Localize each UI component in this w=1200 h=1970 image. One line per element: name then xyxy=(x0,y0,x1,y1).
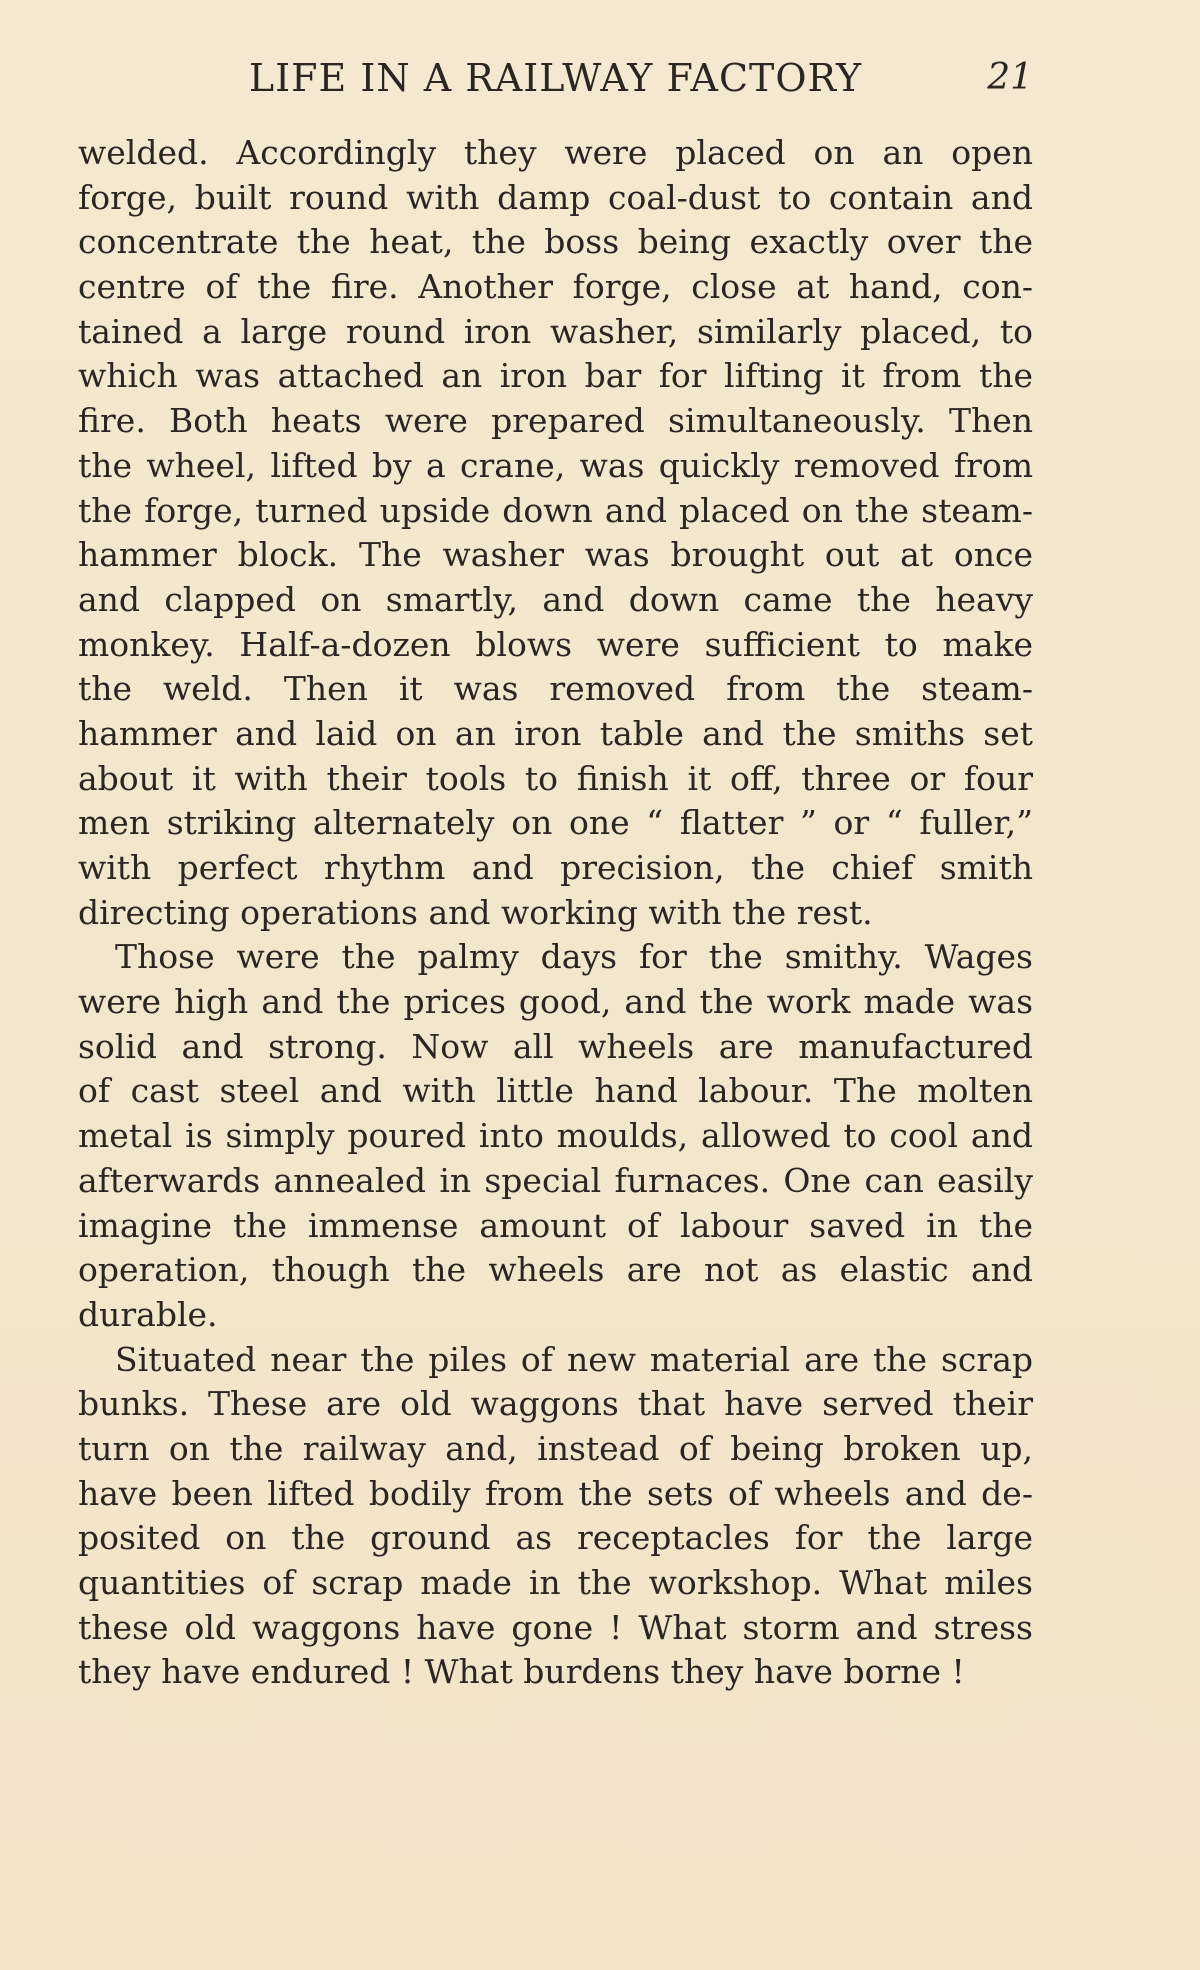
text-line: Those were the palmy days for the smithy. Wages xyxy=(115,937,1033,977)
text-line: metal is simply poured into moulds, allowed to cool and xyxy=(78,1116,1033,1156)
paragraph xyxy=(78,131,1033,935)
text-line: hammer and laid on an iron table and the smiths set xyxy=(78,713,1033,753)
text-line: operation, though the wheels are not as elastic and xyxy=(78,1250,1033,1290)
text-line: hammer block. The washer was brought out at once xyxy=(78,535,1033,575)
text-line: Situated near the piles of new material are the scrap xyxy=(115,1339,1033,1379)
text-line: quantities of scrap made in the workshop. What miles xyxy=(78,1563,1033,1602)
text-line: posited on the ground as receptacles for the large xyxy=(78,1518,1033,1558)
text-line: which was attached an iron bar for lifting it from the xyxy=(78,356,1033,396)
text-line: have been lifted bodily from the sets of wheels and de- xyxy=(78,1473,1033,1513)
text-line: turn on the railway and, instead of being broken up, xyxy=(78,1428,1033,1468)
text-line: about it with their tools to finish it off, three or four xyxy=(78,758,1033,798)
text-line: solid and strong. Now all wheels are manufactured xyxy=(78,1026,1033,1066)
paragraph xyxy=(78,935,1033,1337)
paragraph xyxy=(78,1338,1033,1696)
body-text xyxy=(78,131,1033,1695)
text-line: and clapped on smartly, and down came the heavy xyxy=(78,579,1033,619)
text-line: afterwards annealed in special furnaces. One can easily xyxy=(78,1160,1033,1200)
text-line: concentrate the heat, the boss being exactly over the xyxy=(78,222,1033,262)
text-line: with perfect rhythm and precision, the chief smith xyxy=(78,848,1033,887)
running-title: LIFE IN A RAILWAY FACTORY xyxy=(248,56,863,100)
text-line: these old waggons have gone ! What storm and stress xyxy=(78,1607,1033,1647)
text-line: they have endured ! What burdens they have borne ! xyxy=(78,1652,965,1692)
page-number: 21 xyxy=(987,57,1033,98)
text-line: the forge, turned upside down and placed on the steam- xyxy=(78,490,1033,530)
text-line: fire. Both heats were prepared simultaneously. Then xyxy=(78,401,1033,441)
text-line: directing operations and working with the rest. xyxy=(78,892,873,932)
text-line: of cast steel and with little hand labour. The molten xyxy=(78,1071,1033,1111)
text-line: centre of the fire. Another forge, close at hand, con- xyxy=(78,267,1033,307)
text-line: welded. Accordingly they were placed on an open xyxy=(78,133,1033,172)
text-line: men striking alternately on one “ flatter ” or “ fuller,” xyxy=(78,803,1033,843)
text-line: forge, built round with damp coal-dust to contain and xyxy=(78,177,1033,217)
text-line: imagine the immense amount of labour saved in the xyxy=(78,1205,1033,1245)
text-line: durable. xyxy=(78,1294,218,1334)
text-line: the wheel, lifted by a crane, was quickly removed from xyxy=(78,445,1033,485)
text-line: the weld. Then it was removed from the steam- xyxy=(78,669,1033,709)
text-line: bunks. These are old waggons that have served their xyxy=(78,1384,1033,1424)
text-line: were high and the prices good, and the work made was xyxy=(78,982,1033,1022)
text-line: tained a large round iron washer, similarly placed, to xyxy=(78,311,1033,351)
running-head xyxy=(78,50,1033,106)
text-line: monkey. Half-a-dozen blows were sufficient to make xyxy=(78,624,1033,664)
